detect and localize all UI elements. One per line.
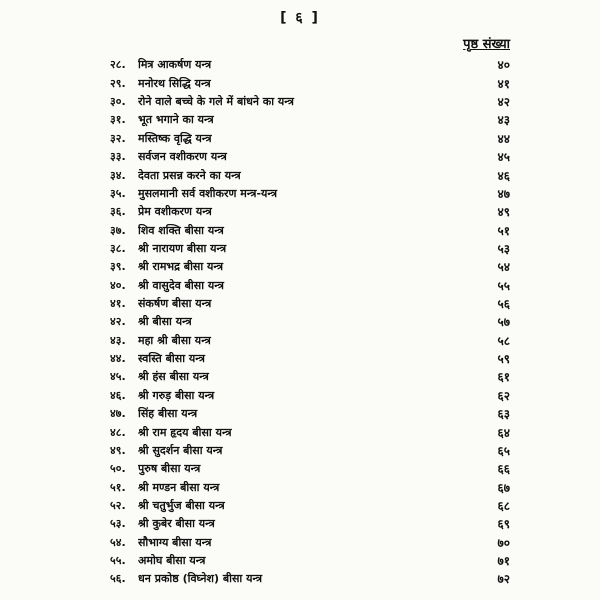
entry-page-number: ७१ <box>497 554 510 569</box>
entry-title: मित्र आकर्षण यन्त्र <box>138 58 212 72</box>
toc-entry <box>110 476 510 494</box>
entry-page-number: ४५ <box>497 150 510 165</box>
entry-page-number: ४४ <box>497 131 510 146</box>
toc-entry <box>110 495 510 513</box>
entry-number: ४१. <box>110 297 126 311</box>
entry-page-number: ५३ <box>497 241 510 256</box>
entry-title: शिव शक्ति बीसा यन्त्र <box>138 223 224 237</box>
entry-page-number: ६९ <box>497 517 510 532</box>
entry-page-number: ६४ <box>497 425 510 440</box>
entry-title: श्री राम हृदय बीसा यन्त्र <box>138 425 232 439</box>
entry-number: ५६. <box>110 572 126 586</box>
entry-number: ३१. <box>110 113 126 127</box>
entry-page-number: ४६ <box>497 168 510 183</box>
entry-page-number: ६५ <box>497 443 510 458</box>
table-of-contents <box>110 54 510 586</box>
entry-page-number: ५६ <box>497 297 510 312</box>
entry-number: ४६. <box>110 388 126 402</box>
entry-title: सर्वजन वशीकरण यन्त्र <box>138 150 227 164</box>
toc-entry <box>110 274 510 292</box>
toc-entry <box>110 568 510 586</box>
toc-entry <box>110 54 510 72</box>
entry-page-number: ५५ <box>497 278 510 293</box>
toc-entry <box>110 403 510 421</box>
entry-page-number: ७० <box>497 535 510 550</box>
page-count-header: पृष्ठ संख्या <box>463 37 510 52</box>
toc-entry <box>110 329 510 347</box>
toc-entry <box>110 201 510 219</box>
toc-entry <box>110 513 510 531</box>
entry-page-number: ४२ <box>497 95 510 110</box>
toc-entry <box>110 91 510 109</box>
entry-number: २८. <box>110 58 126 72</box>
entry-page-number: ५४ <box>497 260 510 275</box>
entry-page-number: ४० <box>497 58 510 73</box>
entry-page-number: ४७ <box>497 186 510 201</box>
toc-entry <box>110 366 510 384</box>
entry-page-number: ६८ <box>497 498 510 513</box>
entry-number: ३३. <box>110 150 126 164</box>
toc-entry <box>110 550 510 568</box>
entry-number: २९. <box>110 76 126 90</box>
entry-number: ४८. <box>110 425 126 439</box>
entry-title: श्री वासुदेव बीसा यन्त्र <box>138 278 224 292</box>
toc-entry <box>110 72 510 90</box>
toc-entry <box>110 293 510 311</box>
entry-title: श्री सुदर्शन बीसा यन्त्र <box>138 443 223 457</box>
entry-title: संकर्षण बीसा यन्त्र <box>138 297 212 311</box>
entry-title: मनोरथ सिद्धि यन्त्र <box>138 76 211 90</box>
entry-title: धन प्रकोष्ठ (विघ्नेश) बीसा यन्त्र <box>138 572 263 586</box>
entry-title: श्री गरुड़ बीसा यन्त्र <box>138 388 215 402</box>
entry-page-number: ६३ <box>497 407 510 422</box>
entry-page-number: ५१ <box>497 223 510 238</box>
entry-page-number: ४९ <box>497 205 510 220</box>
entry-page-number: ६६ <box>497 462 510 477</box>
entry-number: ४३. <box>110 333 126 347</box>
entry-title: श्री नारायण बीसा यन्त्र <box>138 241 227 255</box>
entry-number: ४४. <box>110 352 126 366</box>
entry-title: सिंह बीसा यन्त्र <box>138 407 198 421</box>
entry-title: पुरुष बीसा यन्त्र <box>138 462 201 476</box>
entry-title: श्री बीसा यन्त्र <box>138 315 192 329</box>
toc-entry <box>110 146 510 164</box>
toc-entry <box>110 531 510 549</box>
entry-number: ३०. <box>110 95 126 109</box>
toc-entry <box>110 384 510 402</box>
toc-entry <box>110 164 510 182</box>
toc-entry <box>110 421 510 439</box>
entry-page-number: ६१ <box>497 370 510 385</box>
entry-title: रोने वाले बच्चे के गले में बांधने का यन्त्र <box>138 95 294 109</box>
toc-entry <box>110 109 510 127</box>
entry-page-number: ५९ <box>497 352 510 367</box>
entry-number: ४७. <box>110 407 126 421</box>
toc-entry <box>110 219 510 237</box>
entry-title: श्री रामभद्र बीसा यन्त्र <box>138 260 224 274</box>
entry-number: ५४. <box>110 535 126 549</box>
entry-number: ३५. <box>110 186 126 200</box>
entry-title: सौभाग्य बीसा यन्त्र <box>138 535 212 549</box>
entry-title: श्री मण्डन बीसा यन्त्र <box>138 480 220 494</box>
entry-number: ५३. <box>110 517 126 531</box>
toc-entry <box>110 183 510 201</box>
entry-page-number: ७२ <box>497 572 510 587</box>
entry-title: भूत भगाने का यन्त्र <box>138 113 214 127</box>
entry-number: ५५. <box>110 554 126 568</box>
entry-number: ४०. <box>110 278 126 292</box>
entry-number: ३२. <box>110 131 126 145</box>
entry-number: ४२. <box>110 315 126 329</box>
entry-title: मस्तिष्क वृद्धि यन्त्र <box>138 131 212 145</box>
entry-page-number: ६२ <box>497 388 510 403</box>
toc-entry <box>110 311 510 329</box>
entry-title: श्री चतुर्भुज बीसा यन्त्र <box>138 498 225 512</box>
entry-page-number: ५७ <box>497 315 510 330</box>
entry-title: श्री हंस बीसा यन्त्र <box>138 370 209 384</box>
toc-entry <box>110 256 510 274</box>
entry-title: श्री कुबेर बीसा यन्त्र <box>138 517 215 531</box>
entry-page-number: ४१ <box>497 76 510 91</box>
entry-title: महा श्री बीसा यन्त्र <box>138 333 211 347</box>
entry-title: मुसलमानी सर्व वशीकरण मन्त्र-यन्त्र <box>138 186 278 200</box>
entry-page-number: ५८ <box>497 333 510 348</box>
toc-entry <box>110 440 510 458</box>
entry-page-number: ४३ <box>497 113 510 128</box>
toc-entry <box>110 458 510 476</box>
entry-number: ३७. <box>110 223 126 237</box>
entry-number: ३९. <box>110 260 126 274</box>
entry-number: ४५. <box>110 370 126 384</box>
entry-number: ५२. <box>110 498 126 512</box>
toc-entry <box>110 238 510 256</box>
entry-title: स्वस्ति बीसा यन्त्र <box>138 352 205 366</box>
entry-number: ५१. <box>110 480 126 494</box>
entry-number: ३४. <box>110 168 126 182</box>
entry-number: ४९. <box>110 443 126 457</box>
entry-title: प्रेम वशीकरण यन्त्र <box>138 205 212 219</box>
entry-number: ५०. <box>110 462 126 476</box>
entry-number: ३८. <box>110 241 126 255</box>
toc-entry <box>110 127 510 145</box>
entry-title: देवता प्रसन्न करने का यन्त्र <box>138 168 241 182</box>
entry-title: अमोघ बीसा यन्त्र <box>138 554 206 568</box>
page-number: [ ६ ] <box>280 10 320 26</box>
toc-entry <box>110 348 510 366</box>
entry-page-number: ६७ <box>497 480 510 495</box>
entry-number: ३६. <box>110 205 126 219</box>
